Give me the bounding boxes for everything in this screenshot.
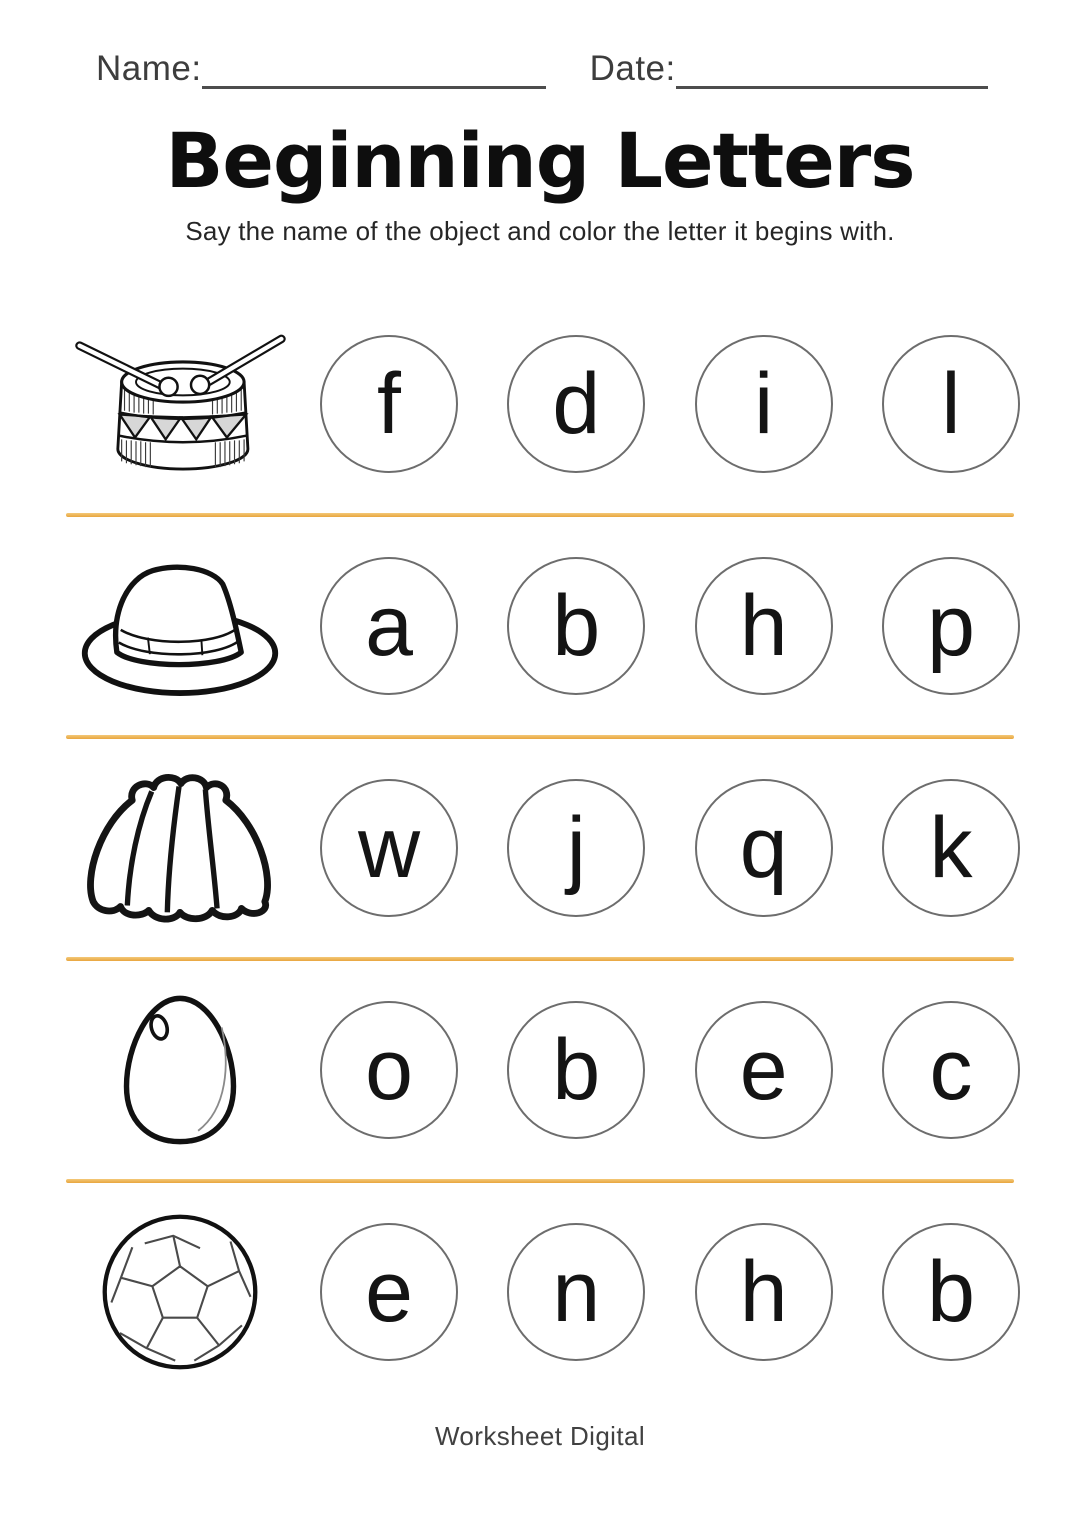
hat-image	[77, 552, 283, 700]
letter-circle[interactable]	[507, 557, 645, 695]
letter: b	[927, 1243, 975, 1340]
letter: a	[365, 577, 413, 674]
letter-circle[interactable]	[882, 1223, 1020, 1361]
letter-circle[interactable]	[507, 335, 645, 473]
drum-image	[70, 329, 290, 479]
letter: o	[365, 1021, 413, 1118]
name-label: Name:	[96, 49, 202, 88]
letter-circle[interactable]	[882, 1001, 1020, 1139]
footer-brand: Worksheet Digital	[434, 1420, 646, 1451]
date-write-line	[676, 53, 988, 89]
row-jelly	[0, 753, 1080, 943]
letter-circle[interactable]	[320, 1223, 458, 1361]
jelly-image-cell	[70, 769, 290, 927]
row-drum	[0, 309, 1080, 499]
letter-circle[interactable]	[695, 557, 833, 695]
letter-circle[interactable]	[695, 1223, 833, 1361]
row-divider	[66, 735, 1014, 739]
letter-circle[interactable]	[882, 779, 1020, 917]
letter-circle[interactable]	[695, 779, 833, 917]
letter: e	[365, 1243, 413, 1340]
letter: c	[929, 1021, 973, 1118]
letter: d	[552, 355, 601, 452]
egg-image	[112, 987, 248, 1153]
letter-circle[interactable]	[882, 335, 1020, 473]
letter: k	[929, 799, 973, 896]
drum-image-cell	[70, 329, 290, 479]
page-title: Beginning Letters	[165, 115, 915, 205]
letter: h	[739, 577, 788, 674]
row-divider	[66, 957, 1014, 961]
row-divider	[66, 513, 1014, 517]
letter: b	[552, 1021, 601, 1118]
worksheet-rows	[0, 309, 1080, 1387]
hat-image-cell	[70, 552, 290, 700]
letter-circle[interactable]	[320, 1001, 458, 1139]
letter: w	[357, 799, 421, 896]
letter-circle[interactable]	[320, 335, 458, 473]
letter-circle[interactable]	[320, 557, 458, 695]
letter-circle[interactable]	[695, 1001, 833, 1139]
letter-options	[320, 1001, 1020, 1139]
date-label: Date:	[589, 49, 676, 88]
letter: i	[754, 355, 774, 452]
letter-options	[320, 779, 1020, 917]
letter-options	[320, 1223, 1020, 1361]
letter: f	[377, 355, 401, 452]
row-egg	[0, 975, 1080, 1165]
letter: b	[552, 577, 601, 674]
letter: e	[739, 1021, 788, 1118]
letter-circle[interactable]	[695, 335, 833, 473]
letter: h	[739, 1243, 788, 1340]
header	[0, 0, 1080, 89]
letter: l	[941, 355, 961, 452]
instructions-text: Say the name of the object and color the letter it begins with.	[185, 215, 895, 246]
letter: q	[739, 799, 788, 896]
row-hat	[0, 531, 1080, 721]
egg-image-cell	[70, 987, 290, 1153]
row-divider	[66, 1179, 1014, 1183]
letter: n	[552, 1243, 601, 1340]
letter-circle[interactable]	[507, 1001, 645, 1139]
jelly-image	[77, 769, 283, 927]
soccer-ball-image	[99, 1211, 261, 1373]
soccer-ball-image-cell	[70, 1211, 290, 1373]
letter-circle[interactable]	[882, 557, 1020, 695]
letter-options	[320, 335, 1020, 473]
letter-circle[interactable]	[507, 779, 645, 917]
row-soccer-ball	[0, 1197, 1080, 1387]
letter-circle[interactable]	[507, 1223, 645, 1361]
letter-circle[interactable]	[320, 779, 458, 917]
letter: p	[927, 577, 975, 674]
letter-options	[320, 557, 1020, 695]
letter: j	[566, 799, 586, 896]
name-write-line	[202, 53, 546, 89]
